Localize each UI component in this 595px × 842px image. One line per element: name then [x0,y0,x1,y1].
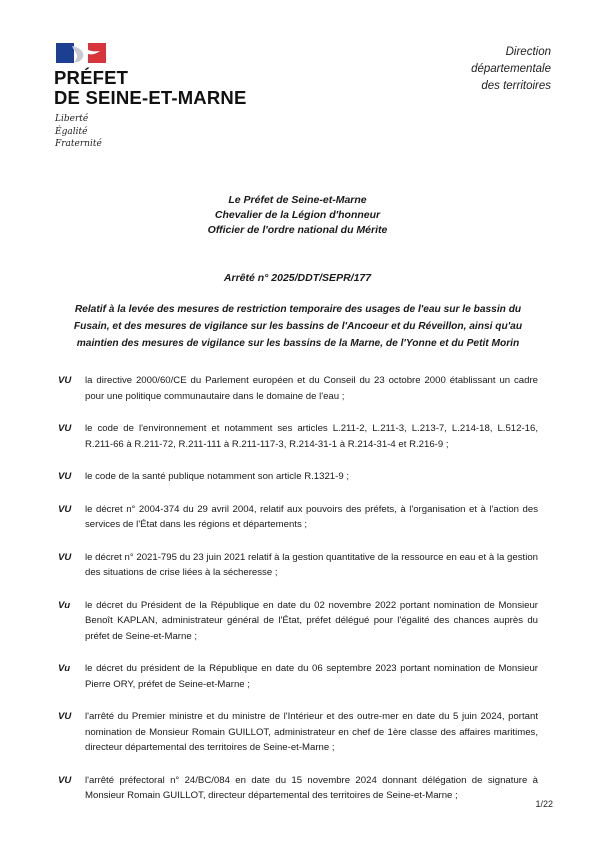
authority-block [0,193,595,238]
visa-item [58,469,538,485]
visa-text: l'arrêté préfectoral n° 24/BC/084 en date du 15 novembre 2024 donnant délégation de signature à Monsieur Romain GUILLOT, directeur départemental des territoires de Seine-et-Marne ; [85,774,538,801]
visa-label: VU [58,551,72,563]
decree-subject: Relatif à la levée des mesures de restriction temporaire des usages de l'eau sur le bassin du Fusain, et des mesures de vigilance sur les bassins de l'Ancoeur et du Réveillon, ainsi qu'au maintien des mesures de vigilance sur les bassins de la Marne, de l'Yonne et du Petit Morin [73,304,523,349]
visa-text: le code de l'environnement et notamment ses articles L.211-2, L.211-3, L.213-7, L.214-18, L.512-16, R.211-66 à R.211-72, R.211-111 à R.211-117-3, R.214-31-1 à R.214-31-4 et R.216-9 ; [85,423,538,450]
visa-text: l'arrêté du Premier ministre et du ministre de l'Intérieur et des outre-mer en date du 5 juin 2024, portant nomination de Monsieur Romain GUILLOT, administrateur en chef de 1ère classe des affaires maritimes, directeur départemental des territoires de Seine-et-Marne ; [85,711,538,753]
visa-label: VU [58,375,72,386]
authority-line-3: Officier de l'ordre national du Mérite [207,224,388,236]
visa-item [58,709,538,756]
visa-text: le code de la santé publique notamment son article R.1321-9 ; [85,471,349,482]
visa-item [58,550,538,581]
marianne-logo-icon [56,43,106,63]
authority-line-2: Chevalier de la Légion d'honneur [214,209,381,221]
visa-text: le décret du Président de la République en date du 02 novembre 2022 portant nomination de Monsieur Benoît KAPLAN, administrateur général de l'État, préfet délégué pour l'égalité des chances auprès du préfet de Seine-et-Marne ; [85,599,538,642]
visa-text: la directive 2000/60/CE du Parlement européen et du Conseil du 23 octobre 2000 établissant un cadre pour une politique communautaire dans le domaine de l'eau ; [85,375,538,402]
visa-label: Vu [58,599,71,611]
decree-number: Arrêté n° 2025/DDT/SEPR/177 [223,272,372,284]
visa-label: VU [58,711,72,722]
motto-fraternite: Fraternité [55,139,102,149]
page-number: 1/22 [535,799,553,809]
visa-label: VU [58,503,72,515]
republic-motto [55,113,102,151]
visa-text: le décret n° 2004-374 du 29 avril 2004, relatif aux pouvoirs des préfets, à l'organisation et à l'action des services de l'État dans les régions et départements ; [85,503,538,530]
visa-item [58,773,538,804]
visa-text: le décret du président de la République en date du 06 septembre 2023 portant nomination de Monsieur Pierre ORY, préfet de Seine-et-Marne ; [85,663,538,690]
prefecture-title [54,68,247,108]
visas-list [58,373,538,821]
issuing-direction [471,44,551,95]
visa-item [58,421,538,452]
direction-line-3: des territoires [481,80,551,92]
visa-text: le décret n° 2021-795 du 23 juin 2021 relatif à la gestion quantitative de la ressource en eau et à la gestion des situations de crise liées à la sécheresse ; [85,551,538,578]
visa-item [58,661,538,692]
motto-liberte: Liberté [55,114,89,124]
visa-item [58,373,538,404]
visa-item [58,598,538,645]
visa-item [58,502,538,533]
direction-line-2: départementale [471,63,551,75]
motto-egalite: Égalité [55,126,88,137]
authority-line-1: Le Préfet de Seine-et-Marne [228,194,367,206]
visa-label: Vu [58,663,71,674]
visa-label: VU [58,471,72,482]
visa-label: VU [58,774,72,786]
direction-line-1: Direction [505,46,551,58]
department-line: DE SEINE-ET-MARNE [54,87,247,108]
prefet-line: PRÉFET [54,67,129,88]
visa-label: VU [58,423,72,434]
